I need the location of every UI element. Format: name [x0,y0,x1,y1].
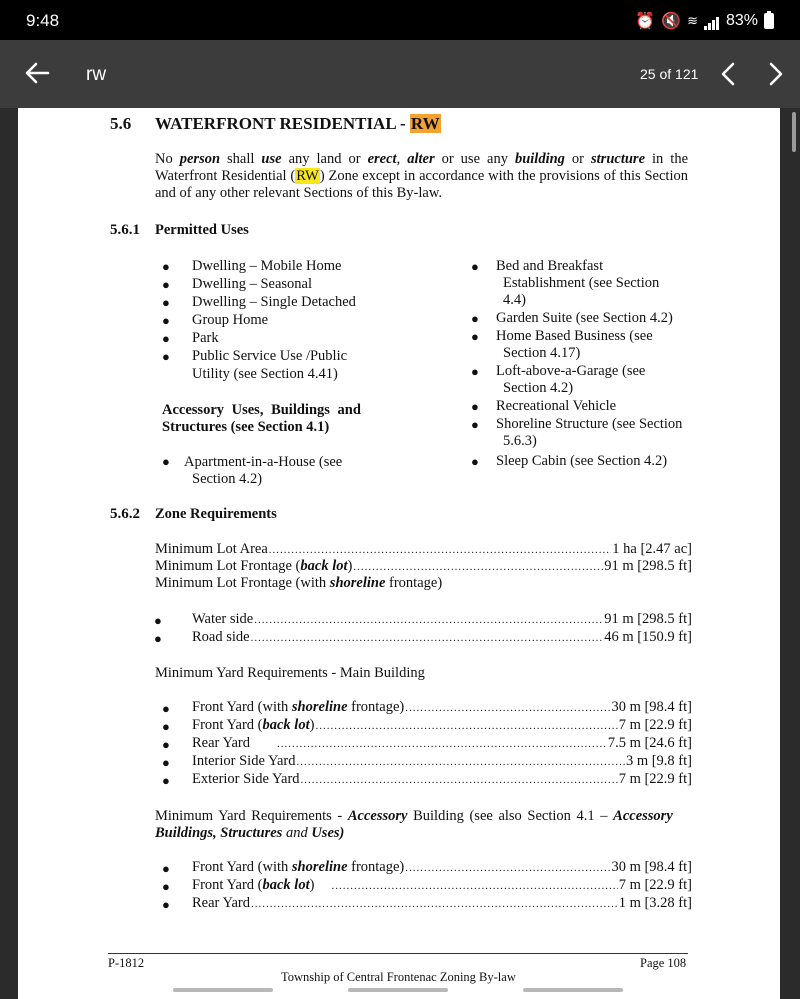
list-item: Apartment-in-a-House (see [184,454,343,470]
list-item: Dwelling – Mobile Home [192,258,342,274]
status-time: 9:48 [26,11,60,30]
accessory-building-heading-cont: Buildings, Structures and Uses) [155,825,345,841]
footer-page-number: Page 108 [640,956,687,970]
requirement-row: Front Yard (back lot) ..... 7 m [22.9 ft] [192,717,692,734]
section-intro: No person shall use any land or erect, alter or use any building or structure in the Waterfront Residential (RW) Zone except in accordance with the provisions of this Section and of any other relevant Sections of this By-law. [155,151,689,201]
list-item: Garden Suite (see Section 4.2) [496,310,673,326]
list-item: Bed and Breakfast [496,258,604,274]
mute-icon: 🔇 [661,13,682,30]
requirement-row: Water side ..... 91 m [298.5 ft] [192,611,692,628]
requirement-row: Rear Yard ..... 7.5 m [24.6 ft] [192,735,692,752]
nav-indicator [173,988,273,992]
subsection-title: Permitted Uses [155,222,249,238]
footer-title: Township of Central Frontenac Zoning By-law [281,970,516,984]
requirement-row: Road side ..... 46 m [150.9 ft] [192,629,692,646]
requirement-row: Front Yard (with shoreline frontage) ..... 30 m [98.4 ft] [192,699,692,716]
footer-rule [108,953,688,954]
requirement-row: Front Yard (back lot) ..... 7 m [22.9 ft] [192,877,692,894]
requirement-row: Front Yard (with shoreline frontage) ..... 30 m [98.4 ft] [192,859,692,876]
main-building-heading: Minimum Yard Requirements - Main Building [155,665,425,681]
accessory-heading: Accessory Uses, Buildings and [162,402,361,418]
section-title: WATERFRONT RESIDENTIAL - RW [155,114,440,133]
battery-percent: 83% [725,12,758,29]
list-item-continuation: Utility (see Section 4.41) [192,366,338,382]
list-item: Shoreline Structure (see Section [496,416,683,432]
requirement-row: Interior Side Yard ..... 3 m [9.8 ft] [192,753,692,770]
alarm-icon: ⏰ [635,13,656,30]
requirement-row: Minimum Lot Frontage (with shoreline frontage) [155,575,443,591]
nav-indicator [523,988,623,992]
scrollbar[interactable] [792,112,796,152]
subsection-number: 5.6.2 [110,506,140,522]
list-item: Sleep Cabin (see Section 4.2) [496,453,668,469]
subsection-number: 5.6.1 [110,222,140,238]
status-icons [635,11,774,31]
list-item: Home Based Business (see [496,328,653,344]
app-bar [0,40,800,108]
next-page-icon[interactable] [762,60,788,88]
document-title: rw [86,64,107,85]
back-arrow-icon[interactable] [22,58,52,88]
requirement-row: Exterior Side Yard ..... 7 m [22.9 ft] [192,771,692,788]
list-item-continuation: Section 4.2) [192,471,263,487]
signal-icon [704,12,720,30]
accessory-heading-cont: Structures (see Section 4.1) [162,419,330,435]
document-page: 5.6 WATERFRONT RESIDENTIAL - RW No person shall use any land or erect, alter or use any building or structure in the Waterfront Residential (RW) Zone except in accordance with the provisions of this Section and of any other relevant Sections of this By-law. 5.6.1 Permitted Uses ● Dwelling – Mobile Home ● Dwelling – Seasonal ● Dwelling – Single Detached ● Group Home ● Park ● Public Service Use /Public Utility (see Section 4.41) Accessory Uses, Buildings and Structures (see Section 4.1) ● Apartment-in-a-House (see Section 4.2) ● Bed and Breakfast Establishment (see Section 4.4) ● Garden Suite (see Section 4.2) ● Home Based Business (see Section 4.17) ● Loft-above-a-Garage (see Section 4.2) ● Recreational Vehicle ● Shoreline Structure (see Section 5.6.3) ● Sleep Cabin (see Section 4.2) 5.6.2 Zone Requirements Minimum Lot Area ..... 1 ha [2.47 ac] Minimum Lot Frontage (back lot) ..... 91 m [298.5 ft] Minimum Lot Frontage (with shoreline frontage) ● Water side ..... 91 m [298.5 ft] ● Road side ..... 46 m [150.9 ft] Minimum Yard Requirements - Main Building ● Front Yard (with shoreline frontage) ..... 30 m [98.4 ft] ● Front Yard (back lot) ..... 7 m [22.9 ft] ● Rear Yard ..... 7.5 m [24.6 ft] ● Interior Side Yard ..... 3 m [9.8 ft] ● Exterior Side Yard ..... 7 m [22.9 ft] Minimum Yard Requirements - Accessory Building (see also Section 4.1 – Accessory Buildings, Structures and Uses) ● Front Yard (with shoreline frontage) ..... 30 m [98.4 ft] ● Front Yard (back lot) ..... 7 m [22.9 ft] ● Rear Yard ..... 1 m [3.28 ft] P-1812 Page 108 Township of Central Frontenac Zoning By-law [18,108,780,999]
requirement-row: Minimum Lot Frontage (back lot) ..... 91 m [298.5 ft] [155,558,692,575]
list-item: Dwelling – Single Detached [192,294,356,310]
battery-icon [764,13,774,29]
subsection-title: Zone Requirements [155,506,277,522]
list-item: Park [192,330,219,346]
nav-indicator [348,988,448,992]
search-highlight: RW [410,114,440,133]
requirement-row: Minimum Lot Area ..... 1 ha [2.47 ac] [155,541,692,558]
status-bar [0,0,800,40]
accessory-building-heading: Minimum Yard Requirements - Accessory Building (see also Section 4.1 – Accessory [155,808,673,824]
footer-doc-id: P-1812 [108,956,145,970]
list-item: Recreational Vehicle [496,398,617,414]
requirement-row: Rear Yard ..... 1 m [3.28 ft] [192,895,692,912]
list-item: Dwelling – Seasonal [192,276,313,292]
list-item: Loft-above-a-Garage (see [496,363,646,379]
page-counter: 25 of 121 [640,66,699,82]
list-item: Group Home [192,312,269,328]
section-number: 5.6 [110,114,132,133]
previous-page-icon[interactable] [716,60,742,88]
list-item: Public Service Use /Public [192,348,348,364]
wifi-icon: ≋ [687,13,698,28]
